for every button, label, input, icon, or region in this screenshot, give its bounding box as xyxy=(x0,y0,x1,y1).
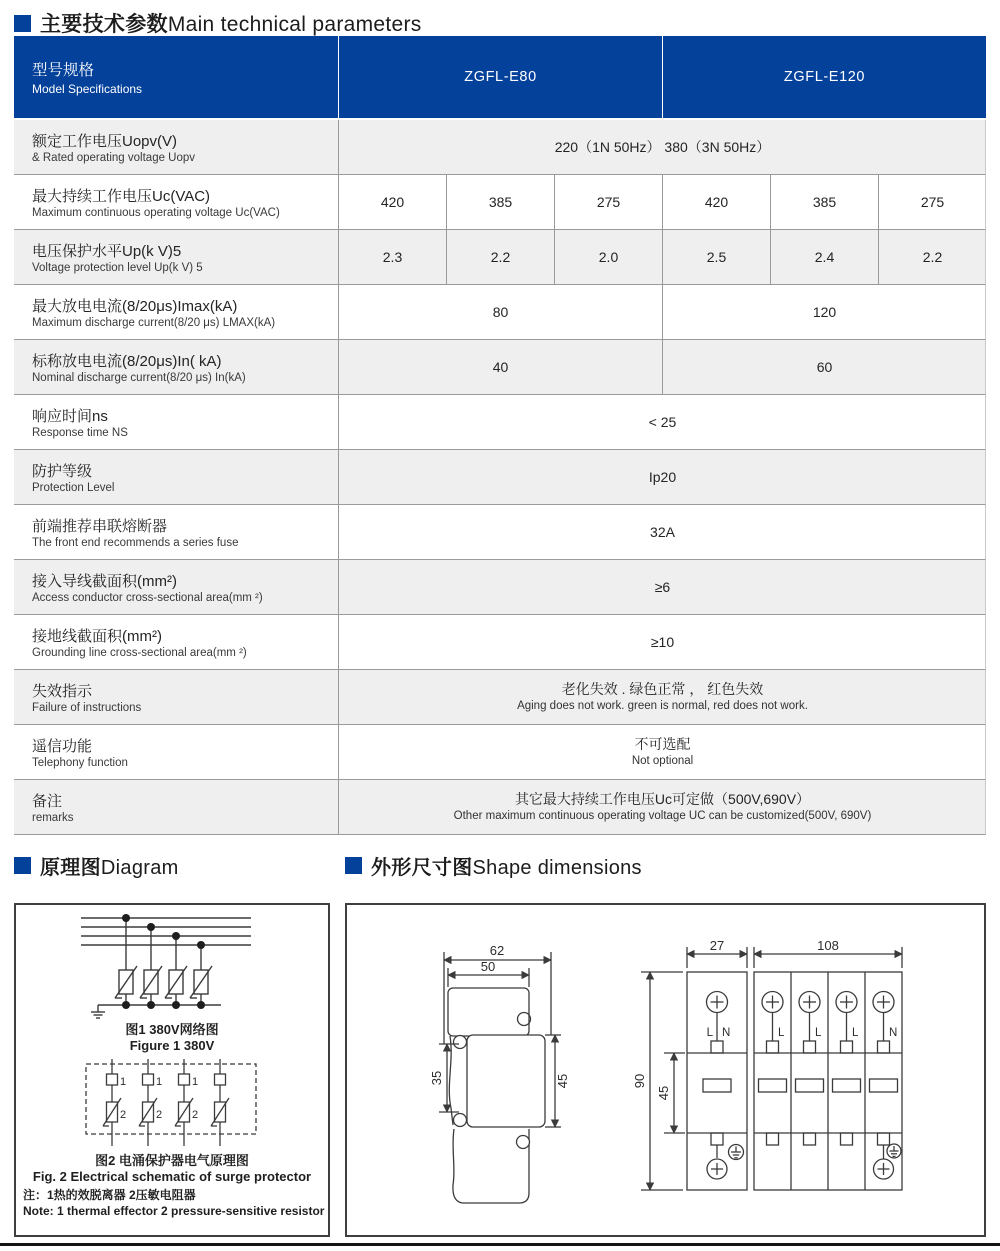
spec-row xyxy=(14,560,986,615)
spec-row xyxy=(14,615,986,670)
svg-text:2: 2 xyxy=(120,1108,127,1121)
value-cell: 80 xyxy=(338,285,662,339)
value-cell: ≥6 xyxy=(338,560,986,614)
row-label: 额定工作电压Uopv(V) & Rated operating voltage Uopv xyxy=(32,133,196,164)
main-title-en: Main technical parameters xyxy=(167,13,422,36)
row-label: 失效指示 Failure of instructions xyxy=(32,683,142,714)
diagram-title-zh: 原理图 xyxy=(40,857,101,879)
svg-text:L: L xyxy=(815,1027,822,1039)
dim-108: 108 xyxy=(817,938,839,953)
row-label: 备注 remarks xyxy=(32,793,74,824)
schematic-figure2 xyxy=(16,1058,328,1153)
value-cell: 2.4 xyxy=(770,230,878,284)
diagram-note xyxy=(16,1185,324,1219)
svg-text:L: L xyxy=(706,1027,713,1039)
spec-table-body xyxy=(14,120,986,835)
diagram-note-zh: 注：1热的效脱离器 2压敏电阻器 xyxy=(23,1188,196,1202)
row-label: 响应时间ns Response time NS xyxy=(32,408,128,439)
row-label: 标称放电电流(8/20μs)In( kA) Nominal discharge current(8/20 μs) In(kA) xyxy=(32,353,246,384)
row-label: 最大放电电流(8/20μs)Imax(kA) Maximum discharge current(8/20 μs) LMAX(kA) xyxy=(32,298,276,329)
dims-title-en: Shape dimensions xyxy=(472,857,642,879)
figure1-caption xyxy=(125,1022,218,1055)
diagram-title-en: Diagram xyxy=(100,857,179,879)
dims-title-zh: 外形尺寸图 xyxy=(371,857,473,879)
value-cell: 老化失效 . 绿色正常 ， 红色失效 Aging does not work. green is normal, red does not work. xyxy=(338,670,986,724)
row-label: 接入导线截面积(mm²) Access conductor cross-sectional area(mm ²) xyxy=(32,573,263,604)
row-label: 电压保护水平Up(k V)5 Voltage protection level Up(k V) 5 xyxy=(32,243,203,274)
svg-text:N: N xyxy=(889,1027,898,1039)
value-cell: 2.2 xyxy=(878,230,986,284)
dim-50: 50 xyxy=(480,959,496,974)
value-cell: Ip20 xyxy=(338,450,986,504)
value-cell: 2.0 xyxy=(554,230,662,284)
figure2-caption xyxy=(33,1153,311,1186)
spec-row xyxy=(14,395,986,450)
spec-row xyxy=(14,505,986,560)
spec-row xyxy=(14,175,986,230)
diagram-note-en: Note: 1 thermal effector 2 pressure-sensitive resistor xyxy=(23,1203,325,1218)
dim-45-mid: 45 xyxy=(656,1085,671,1101)
circuit-diagram-box xyxy=(14,903,330,1237)
figure2-caption-zh: 图2 电涌保护器电气原理图 xyxy=(95,1152,249,1168)
spec-row xyxy=(14,340,986,395)
value-cell: 385 xyxy=(446,175,554,229)
value-cell: 420 xyxy=(662,175,770,229)
header-model-spec-en: Model Specifications xyxy=(32,82,143,96)
network-diagram-figure1 xyxy=(16,910,328,1022)
dim-90: 90 xyxy=(632,1073,647,1089)
header-model-zgfl-e80: ZGFL-E80 xyxy=(338,36,662,118)
spec-row xyxy=(14,120,986,175)
svg-text:L: L xyxy=(778,1027,785,1039)
value-cell: 32A xyxy=(338,505,986,559)
value-cell: 120 xyxy=(662,285,986,339)
spec-row xyxy=(14,780,986,835)
header-model-spec xyxy=(14,36,338,118)
figure1-caption-en: Figure 1 380V xyxy=(129,1038,215,1054)
blue-square-bullet-icon xyxy=(14,15,31,32)
svg-text:L: L xyxy=(852,1027,859,1039)
row-label: 遥信功能 Telephony function xyxy=(32,738,128,769)
spec-table-header xyxy=(14,36,986,120)
svg-text:1: 1 xyxy=(120,1075,127,1088)
value-cell: 2.3 xyxy=(338,230,446,284)
spec-table xyxy=(14,36,986,835)
value-cell: 40 xyxy=(338,340,662,394)
value-cell: ≥10 xyxy=(338,615,986,669)
dim-62: 62 xyxy=(489,943,505,958)
dimensions-section-title xyxy=(345,851,642,880)
spec-row xyxy=(14,230,986,285)
svg-text:1: 1 xyxy=(192,1075,199,1088)
page-bottom-rule xyxy=(0,1243,1000,1246)
value-cell: < 25 xyxy=(338,395,986,449)
svg-text:1: 1 xyxy=(156,1075,163,1088)
header-model-spec-zh: 型号规格 xyxy=(32,62,95,79)
value-cell: 2.5 xyxy=(662,230,770,284)
blue-square-bullet-icon xyxy=(345,857,362,874)
shape-dimensions-box xyxy=(345,903,986,1237)
dimension-drawings xyxy=(347,905,984,1235)
spec-row xyxy=(14,450,986,505)
row-label: 接地线截面积(mm²) Grounding line cross-sectional area(mm ²) xyxy=(32,628,247,659)
main-title xyxy=(14,8,422,38)
diagram-section-title xyxy=(14,851,179,880)
value-cell: 不可选配 Not optional xyxy=(338,725,986,779)
value-cell: 275 xyxy=(878,175,986,229)
value-cell: 275 xyxy=(554,175,662,229)
value-cell: 420 xyxy=(338,175,446,229)
blue-square-bullet-icon xyxy=(14,857,31,874)
spec-row xyxy=(14,725,986,780)
value-cell: 其它最大持续工作电压Uc可定做（500V,690V） Other maximum continuous operating voltage UC can be customized(500V, 690V) xyxy=(338,780,986,834)
dim-35: 35 xyxy=(429,1070,444,1086)
terminal-labels xyxy=(707,1027,898,1039)
dim-45: 45 xyxy=(555,1073,570,1089)
value-cell: 60 xyxy=(662,340,986,394)
header-model-zgfl-e120: ZGFL-E120 xyxy=(662,36,986,118)
spec-row xyxy=(14,285,986,340)
svg-text:2: 2 xyxy=(156,1108,163,1121)
svg-text:2: 2 xyxy=(192,1108,199,1121)
row-label: 前端推荐串联熔断器 The front end recommends a series fuse xyxy=(32,518,239,549)
row-label: 防护等级 Protection Level xyxy=(32,463,115,494)
value-cell: 220（1N 50Hz） 380（3N 50Hz） xyxy=(338,120,986,174)
dim-27: 27 xyxy=(709,938,725,953)
value-cell: 385 xyxy=(770,175,878,229)
spec-row xyxy=(14,670,986,725)
row-label: 最大持续工作电压Uc(VAC) Maximum continuous operating voltage Uc(VAC) xyxy=(32,188,280,219)
figure1-caption-zh: 图1 380V网络图 xyxy=(125,1022,219,1037)
main-title-zh: 主要技术参数 xyxy=(40,13,168,36)
value-cell: 2.2 xyxy=(446,230,554,284)
svg-text:N: N xyxy=(722,1027,731,1039)
figure2-caption-en: Fig. 2 Electrical schematic of surge protector xyxy=(32,1168,312,1184)
